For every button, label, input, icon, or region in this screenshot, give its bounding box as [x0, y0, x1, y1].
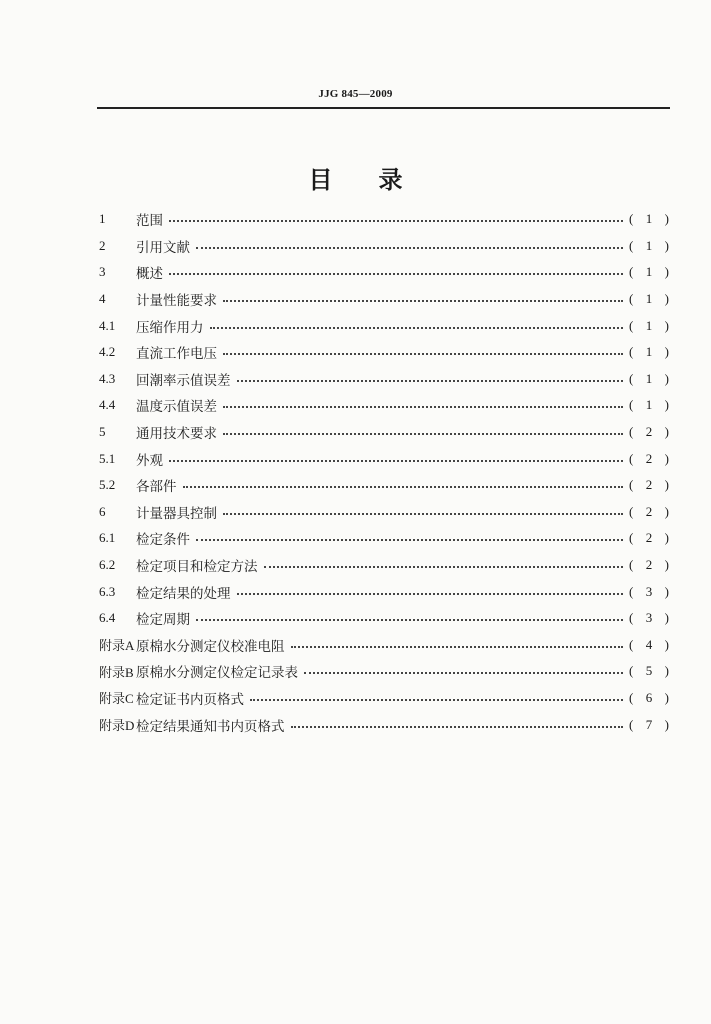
- page-paren-open: (: [629, 503, 634, 519]
- toc-entry-label: 检定周期: [136, 612, 190, 629]
- toc-entry-number: 附录B: [99, 664, 134, 680]
- page-paren-close: ): [664, 237, 669, 253]
- page-paren-close: ): [664, 530, 669, 546]
- page-paren-open: (: [629, 424, 634, 440]
- document-code-header: JJG 845—2009: [318, 88, 393, 100]
- toc-page-number: 1: [645, 291, 653, 307]
- toc-page-number: 2: [645, 557, 653, 573]
- page-paren-close: ): [664, 503, 669, 519]
- toc-entry-number: 4.1: [99, 317, 116, 333]
- page-paren-open: (: [629, 583, 634, 599]
- toc-leader-dots: [250, 699, 623, 701]
- page-paren-open: (: [629, 477, 634, 493]
- toc-entry-number: 4.2: [99, 344, 116, 360]
- page-paren-open: (: [629, 344, 634, 360]
- page-paren-close: ): [664, 636, 669, 652]
- toc-entry-page: [629, 530, 669, 546]
- toc-entry[interactable]: [99, 499, 669, 526]
- toc-entry-page: [629, 637, 669, 653]
- page-paren-open: (: [629, 211, 634, 227]
- toc-entry-number: 5.2: [99, 477, 116, 493]
- toc-entry-label: 范围: [136, 213, 163, 230]
- toc-entry-page: [629, 344, 669, 360]
- toc-title-char-2: 录: [378, 166, 403, 194]
- toc-entry-number: 6: [99, 503, 106, 519]
- toc-entry[interactable]: [99, 685, 669, 712]
- toc-entry-page: [629, 264, 669, 280]
- toc-entry[interactable]: [99, 419, 669, 446]
- toc-entry-label: 回潮率示值误差: [136, 372, 231, 389]
- toc-page-number: 6: [645, 689, 653, 705]
- toc-entry-page: [629, 584, 669, 600]
- toc-page-number: 1: [645, 397, 653, 413]
- toc-page-number: 2: [645, 477, 653, 493]
- toc-leader-dots: [223, 300, 623, 302]
- toc-entry-label: 直流工作电压: [136, 346, 217, 363]
- toc-entry-page: [629, 504, 669, 520]
- page-paren-open: (: [629, 291, 634, 307]
- page-paren-open: (: [629, 370, 634, 386]
- toc-leader-dots: [237, 380, 624, 382]
- page-paren-close: ): [664, 211, 669, 227]
- toc-entry-page: [629, 238, 669, 254]
- toc-entry-page: [629, 291, 669, 307]
- toc-title-char-1: 目: [308, 166, 333, 194]
- toc-entry-page: [629, 610, 669, 626]
- toc-entry-label: 检定结果通知书内页格式: [136, 718, 285, 735]
- toc-leader-dots: [223, 353, 623, 355]
- page-paren-close: ): [664, 291, 669, 307]
- toc-entry[interactable]: [99, 392, 669, 419]
- toc-entry[interactable]: [99, 339, 669, 366]
- toc-page-number: 5: [645, 663, 653, 679]
- toc-entry[interactable]: [99, 552, 669, 579]
- toc-leader-dots: [196, 247, 623, 249]
- toc-entry-page: [629, 690, 669, 706]
- toc-entry-number: 6.3: [99, 583, 116, 599]
- toc-entry-page: [629, 451, 669, 467]
- toc-entry-number: 附录A: [99, 638, 135, 654]
- page-paren-close: ): [664, 557, 669, 573]
- toc-entry-label: 概述: [136, 266, 163, 283]
- page-paren-open: (: [629, 264, 634, 280]
- toc-leader-dots: [237, 593, 624, 595]
- toc-page-number: 1: [645, 317, 653, 333]
- toc-entry-number: 2: [99, 237, 106, 253]
- toc-entry-page: [629, 397, 669, 413]
- page-paren-open: (: [629, 663, 634, 679]
- toc-entry-page: [629, 211, 669, 227]
- toc-page-number: 2: [645, 450, 653, 466]
- page-paren-close: ): [664, 663, 669, 679]
- toc-page-number: 3: [645, 610, 653, 626]
- page-paren-close: ): [664, 450, 669, 466]
- toc-leader-dots: [291, 726, 624, 728]
- page-paren-open: (: [629, 397, 634, 413]
- toc-entry[interactable]: [99, 445, 669, 472]
- toc-entry-page: [629, 663, 669, 679]
- toc-leader-dots: [210, 327, 624, 329]
- toc-title: [0, 160, 711, 195]
- toc-entry-label: 原棉水分测定仪校准电阻: [136, 638, 285, 655]
- page-paren-close: ): [664, 397, 669, 413]
- toc-page-number: 1: [645, 264, 653, 280]
- header-rule: [97, 107, 670, 109]
- toc-entry-label: 外观: [136, 452, 163, 469]
- toc-page-number: 3: [645, 583, 653, 599]
- toc-entry[interactable]: [99, 605, 669, 632]
- toc-entry-number: 6.4: [99, 610, 116, 626]
- toc-entry-page: [629, 424, 669, 440]
- toc-entry-label: 检定结果的处理: [136, 585, 231, 602]
- page-paren-close: ): [664, 424, 669, 440]
- page-paren-open: (: [629, 557, 634, 573]
- toc-entry-page: [629, 477, 669, 493]
- toc-entry-page: [629, 717, 669, 733]
- page-paren-close: ): [664, 689, 669, 705]
- toc-page-number: 1: [645, 237, 653, 253]
- page-paren-open: (: [629, 317, 634, 333]
- toc-entry[interactable]: [99, 578, 669, 605]
- page-paren-open: (: [629, 610, 634, 626]
- toc-leader-dots: [223, 433, 623, 435]
- toc-leader-dots: [196, 619, 623, 621]
- toc-entry[interactable]: [99, 286, 669, 313]
- toc-entry-page: [629, 557, 669, 573]
- toc-entry[interactable]: [99, 658, 669, 685]
- page-paren-open: (: [629, 716, 634, 732]
- toc-leader-dots: [196, 539, 623, 541]
- toc-leader-dots: [169, 220, 623, 222]
- toc-page-number: 2: [645, 424, 653, 440]
- toc-page-number: 1: [645, 370, 653, 386]
- toc-entry-page: [629, 318, 669, 334]
- page-paren-close: ): [664, 264, 669, 280]
- toc-entry-number: 6.1: [99, 530, 116, 546]
- toc-entry-number: 1: [99, 211, 106, 227]
- toc-entry-number: 附录D: [99, 718, 135, 734]
- page-paren-open: (: [629, 689, 634, 705]
- toc-entry[interactable]: [99, 366, 669, 393]
- toc-entry-label: 原棉水分测定仪检定记录表: [136, 665, 298, 682]
- toc-entry-number: 4: [99, 291, 106, 307]
- page-paren-close: ): [664, 477, 669, 493]
- toc-entry-label: 检定项目和检定方法: [136, 559, 258, 576]
- toc-entry[interactable]: [99, 233, 669, 260]
- toc-entry[interactable]: [99, 259, 669, 286]
- toc-leader-dots: [223, 406, 623, 408]
- page-paren-open: (: [629, 237, 634, 253]
- toc-entry-number: 4.4: [99, 397, 116, 413]
- toc-entry-label: 通用技术要求: [136, 426, 217, 443]
- toc-leader-dots: [169, 460, 623, 462]
- toc-leader-dots: [183, 486, 624, 488]
- toc-page-number: 2: [645, 503, 653, 519]
- toc-leader-dots: [291, 646, 624, 648]
- toc-entry-label: 计量性能要求: [136, 293, 217, 310]
- page-paren-open: (: [629, 530, 634, 546]
- table-of-contents: [99, 206, 669, 738]
- toc-entry-number: 5: [99, 424, 106, 440]
- toc-entry[interactable]: [99, 312, 669, 339]
- toc-entry-number: 附录C: [99, 691, 134, 707]
- toc-entry-number: 5.1: [99, 450, 116, 466]
- toc-page-number: 4: [645, 636, 653, 652]
- toc-entry-page: [629, 371, 669, 387]
- toc-leader-dots: [223, 513, 623, 515]
- toc-entry-label: 引用文献: [136, 239, 190, 256]
- toc-entry-number: 4.3: [99, 370, 116, 386]
- toc-entry-label: 各部件: [136, 479, 177, 496]
- toc-entry-label: 计量器具控制: [136, 505, 217, 522]
- toc-entry-number: 3: [99, 264, 106, 280]
- page-paren-close: ): [664, 583, 669, 599]
- page-paren-close: ): [664, 370, 669, 386]
- page-paren-close: ): [664, 610, 669, 626]
- toc-entry[interactable]: [99, 525, 669, 552]
- toc-leader-dots: [304, 672, 623, 674]
- page-paren-close: ): [664, 716, 669, 732]
- page-paren-close: ): [664, 317, 669, 333]
- page-paren-close: ): [664, 344, 669, 360]
- toc-entry[interactable]: [99, 632, 669, 659]
- toc-page-number: 2: [645, 530, 653, 546]
- toc-entry-number: 6.2: [99, 557, 116, 573]
- toc-entry[interactable]: [99, 472, 669, 499]
- toc-entry[interactable]: [99, 711, 669, 738]
- toc-entry-label: 压缩作用力: [136, 319, 204, 336]
- toc-page-number: 1: [645, 344, 653, 360]
- toc-page-number: 1: [645, 211, 653, 227]
- page-paren-open: (: [629, 450, 634, 466]
- toc-entry-label: 温度示值误差: [136, 399, 217, 416]
- page-paren-open: (: [629, 636, 634, 652]
- toc-entry-label: 检定证书内页格式: [136, 691, 244, 708]
- toc-leader-dots: [169, 273, 623, 275]
- toc-leader-dots: [264, 566, 624, 568]
- toc-entry-label: 检定条件: [136, 532, 190, 549]
- toc-page-number: 7: [645, 716, 653, 732]
- toc-entry[interactable]: [99, 206, 669, 233]
